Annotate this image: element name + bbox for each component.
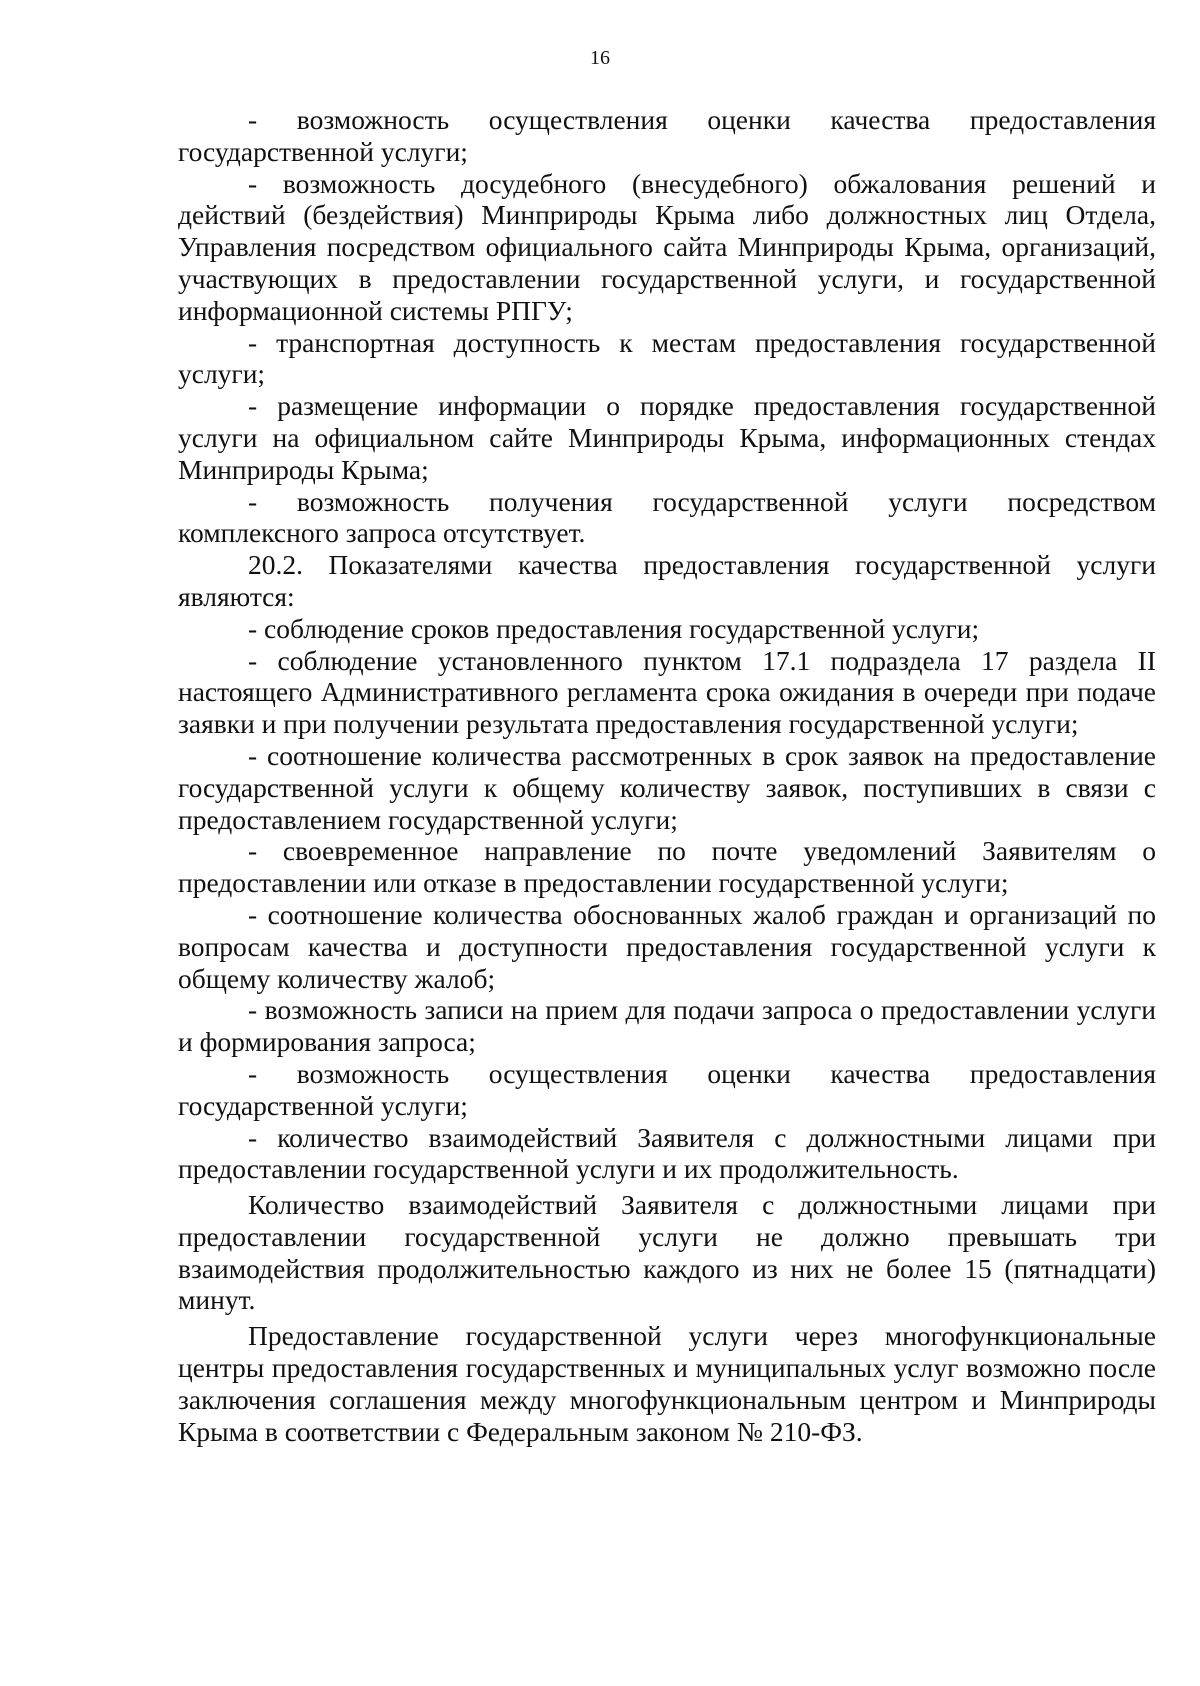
paragraph: - возможность осуществления оценки качества предоставления государственной услуги; <box>178 1057 1156 1121</box>
paragraph: - количество взаимодействий Заявителя с должностными лицами при предоставлении государственной услуги и их продолжительность. <box>178 1121 1156 1185</box>
paragraph: - соблюдение установленного пунктом 17.1 подраздела 17 раздела II настоящего Административного регламента срока ожидания в очереди при подаче заявки и при получении результата предоставления государственной услуги; <box>178 644 1156 740</box>
paragraph: - размещение информации о порядке предоставления государственной услуги на официальном сайте Минприроды Крыма, информационных стендах Минприроды Крыма; <box>178 390 1156 485</box>
paragraph: - соблюдение сроков предоставления государственной услуги; <box>248 612 980 644</box>
paragraph: - возможность осуществления оценки качества предоставления государственной услуги; <box>178 104 1156 167</box>
paragraph: 20.2. Показателями качества предоставления государственной услуги являются: <box>178 549 1156 612</box>
paragraph: - соотношение количества рассмотренных в срок заявок на предоставление государственной услуги к общему количеству заявок, поступивших в связи с предоставлением государственной услуги; <box>178 739 1156 835</box>
document-body <box>178 104 1156 1447</box>
page-number: 16 <box>590 47 610 69</box>
paragraph: - возможность получения государственной услуги посредством комплексного запроса отсутствует. <box>178 485 1156 549</box>
paragraph: Количество взаимодействий Заявителя с должностными лицами при предоставлении государственной услуги не должно превышать три взаимодействия продолжительностью каждого из них не более 15 (пятнадцати) минут. <box>178 1189 1156 1316</box>
paragraph: Предоставление государственной услуги через многофункциональные центры предоставления государственных и муниципальных услуг возможно после заключения соглашения между многофункциональным центром и Минприроды Крыма в соответствии с Федеральным законом № 210-ФЗ. <box>178 1320 1156 1447</box>
paragraph: - возможность досудебного (внесудебного) обжалования решений и действий (бездействия) Минприроды Крыма либо должностных лиц Отдела, Управления посредством официального сайта Минприроды Крыма, организаций, участвующих в предоставлении государственной услуги, и государственной информационной системы РПГУ; <box>178 167 1156 326</box>
paragraph: - возможность записи на прием для подачи запроса о предоставлении услуги и формирования запроса; <box>178 994 1156 1058</box>
paragraph: - своевременное направление по почте уведомлений Заявителям о предоставлении или отказе в предоставлении государственной услуги; <box>178 835 1156 899</box>
paragraph: - транспортная доступность к местам предоставления государственной услуги; <box>178 326 1156 390</box>
paragraph: - соотношение количества обоснованных жалоб граждан и организаций по вопросам качества и доступности предоставления государственной услуги к общему количеству жалоб; <box>178 898 1156 994</box>
